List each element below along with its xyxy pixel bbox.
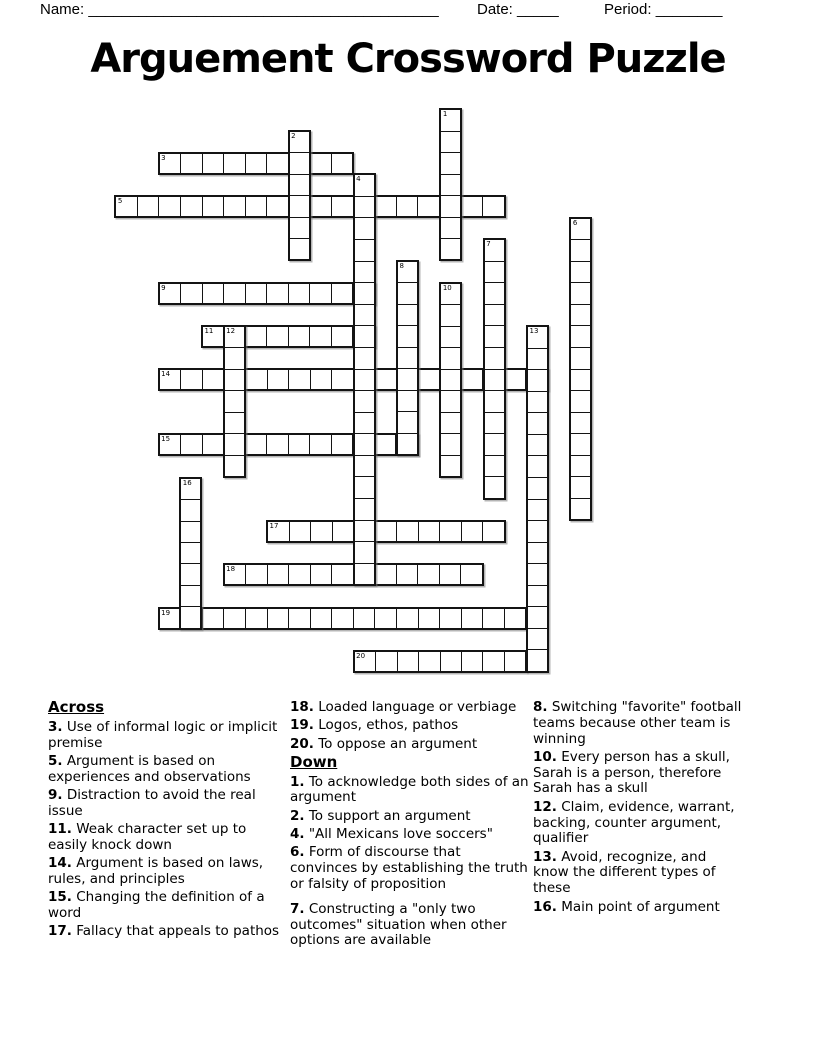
crossword-cell[interactable] — [571, 370, 590, 392]
crossword-cell[interactable] — [160, 154, 181, 173]
crossword-cell[interactable] — [375, 435, 397, 454]
clue-18: 18. Loaded language or verbiage — [290, 699, 517, 715]
crossword-cell[interactable] — [332, 370, 354, 389]
crossword-cell[interactable] — [485, 326, 504, 348]
crossword-cell[interactable] — [289, 565, 311, 584]
word-3-across — [158, 152, 354, 175]
crossword-cell[interactable] — [418, 197, 440, 216]
crossword-cell[interactable] — [160, 284, 182, 303]
crossword-cell[interactable] — [181, 564, 200, 585]
crossword-cell[interactable] — [246, 284, 268, 303]
crossword-cell[interactable] — [462, 197, 484, 216]
crossword-cell[interactable] — [224, 197, 246, 216]
crossword-cell[interactable] — [355, 262, 374, 284]
crossword-cell[interactable] — [159, 197, 181, 216]
crossword-cell[interactable] — [289, 370, 311, 389]
crossword-cell[interactable] — [398, 305, 417, 326]
word-12-down — [223, 325, 246, 478]
cell-number: 7 — [486, 240, 491, 249]
crossword-cell[interactable] — [355, 413, 374, 435]
crossword-cell[interactable] — [267, 284, 289, 303]
clue-13: 13. Avoid, recognize, and know the different types of these — [533, 848, 716, 897]
crossword-cell[interactable] — [418, 565, 440, 584]
crossword-cell[interactable] — [462, 609, 484, 628]
crossword-cell[interactable] — [483, 522, 504, 541]
crossword-cell[interactable] — [441, 284, 460, 305]
crossword-cell[interactable] — [332, 327, 353, 346]
crossword-cell[interactable] — [355, 542, 374, 564]
crossword-cell[interactable] — [203, 327, 224, 346]
clue-15: 15. Changing the definition of a word — [48, 889, 265, 922]
crossword-cell[interactable] — [571, 499, 590, 520]
crossword-cell[interactable] — [181, 479, 200, 500]
crossword-cell[interactable] — [376, 522, 398, 541]
crossword-cell[interactable] — [483, 609, 505, 628]
cell-number: 1 — [442, 110, 448, 119]
crossword-cell[interactable] — [246, 327, 267, 346]
crossword-cell[interactable] — [311, 370, 333, 389]
crossword-cell[interactable] — [528, 607, 547, 629]
crossword-cell[interactable] — [397, 565, 419, 584]
crossword-cell[interactable] — [311, 197, 333, 216]
crossword-cell[interactable] — [203, 370, 225, 389]
word-1-down — [439, 108, 462, 261]
crossword-cell[interactable] — [398, 348, 417, 369]
crossword-cell[interactable] — [528, 435, 547, 457]
crossword-cell[interactable] — [289, 435, 311, 454]
crossword-cell[interactable] — [333, 522, 355, 541]
crossword-cell[interactable] — [441, 132, 460, 153]
crossword-cell[interactable] — [355, 218, 374, 240]
date-label: Date: — [477, 1, 513, 18]
crossword-cell[interactable] — [528, 629, 547, 651]
crossword-cell[interactable] — [181, 284, 203, 303]
clue-list-header-across: Across — [48, 698, 105, 716]
crossword-cell[interactable] — [528, 327, 547, 349]
crossword-cell[interactable] — [398, 369, 417, 390]
crossword-cell[interactable] — [355, 326, 374, 348]
word-17-across — [266, 520, 506, 543]
crossword-cell[interactable] — [528, 370, 547, 392]
crossword-cell[interactable] — [375, 197, 397, 216]
crossword-cell[interactable] — [181, 370, 203, 389]
crossword-cell[interactable] — [461, 565, 482, 584]
crossword-cell[interactable] — [485, 262, 504, 284]
crossword-cell[interactable] — [267, 197, 289, 216]
crossword-cell[interactable] — [462, 652, 483, 671]
crossword-cell[interactable] — [203, 284, 225, 303]
period-blank-line[interactable]: ________ — [655, 1, 723, 18]
crossword-cell[interactable] — [528, 521, 547, 543]
crossword-cell[interactable] — [225, 327, 244, 348]
crossword-cell[interactable] — [571, 262, 590, 284]
crossword-cell[interactable] — [203, 609, 225, 628]
crossword-cell[interactable] — [268, 370, 290, 389]
crossword-cell[interactable] — [310, 154, 331, 173]
crossword-cell[interactable] — [355, 434, 374, 456]
crossword-cell[interactable] — [375, 609, 397, 628]
crossword-cell[interactable] — [181, 500, 200, 521]
crossword-cell[interactable] — [571, 456, 590, 478]
crossword-cell[interactable] — [440, 609, 462, 628]
word-20-across — [353, 650, 528, 673]
crossword-cell[interactable] — [290, 239, 309, 259]
crossword-cell[interactable] — [181, 435, 203, 454]
page-title: Arguement Crossword Puzzle — [90, 36, 726, 82]
clue-6: 6. Form of discourse that convinces by establishing the truth or falsity of proposition — [290, 844, 528, 892]
crossword-cell[interactable] — [138, 197, 160, 216]
crossword-cell[interactable] — [311, 609, 333, 628]
clue-14: 14. Argument is based on laws, rules, and principles — [48, 855, 264, 887]
crossword-cell[interactable] — [332, 565, 354, 584]
cell-number: 4 — [356, 175, 361, 184]
crossword-cell[interactable] — [225, 565, 247, 584]
crossword-cell[interactable] — [397, 522, 419, 541]
clue-16: 16. Main point of argument — [533, 898, 720, 915]
crossword-cell[interactable] — [441, 239, 460, 259]
crossword-cell[interactable] — [528, 543, 547, 565]
clue-7: 7. Constructing a "only two outcomes" situation when other options are available — [290, 900, 507, 949]
crossword-cell[interactable] — [528, 500, 547, 522]
crossword-cell[interactable] — [441, 175, 460, 196]
crossword-cell[interactable] — [310, 435, 332, 454]
cell-number: 14 — [161, 370, 171, 379]
crossword-cell[interactable] — [485, 456, 504, 478]
cell-number: 5 — [117, 196, 123, 205]
crossword-cell[interactable] — [203, 154, 224, 173]
clue-8: 8. Switching "favorite" football teams because other team is winning — [533, 699, 742, 747]
crossword-cell[interactable] — [332, 284, 354, 303]
crossword-cell[interactable] — [505, 652, 525, 671]
crossword-cell[interactable] — [419, 522, 441, 541]
crossword-cell[interactable] — [310, 284, 332, 303]
crossword-cell[interactable] — [398, 262, 417, 283]
clue-1: 1. To acknowledge both sides of an argument — [290, 773, 529, 806]
crossword-cell[interactable] — [571, 413, 590, 435]
crossword-cell[interactable] — [571, 305, 590, 327]
crossword-cell[interactable] — [441, 370, 460, 391]
word-19-across — [158, 607, 528, 630]
crossword-cell[interactable] — [225, 456, 244, 476]
crossword-cell[interactable] — [267, 154, 288, 173]
clue-10: 10. Every person has a skull, Sarah is a person, therefore Sarah has a skull — [533, 748, 730, 797]
crossword-cell[interactable] — [225, 391, 244, 412]
crossword-cell[interactable] — [485, 370, 504, 392]
crossword-cell[interactable] — [398, 326, 417, 347]
cell-number: 9 — [161, 283, 166, 292]
crossword-cell[interactable] — [571, 348, 590, 370]
crossword-cell[interactable] — [225, 434, 244, 455]
crossword-cell[interactable] — [528, 564, 547, 586]
word-8-down — [396, 260, 419, 456]
crossword-cell[interactable] — [290, 196, 309, 217]
crossword-cell[interactable] — [441, 391, 460, 412]
crossword-cell[interactable] — [398, 652, 419, 671]
crossword-cell[interactable] — [332, 435, 354, 454]
crossword-cell[interactable] — [290, 218, 309, 239]
crossword-cell[interactable] — [355, 564, 374, 585]
crossword-cell[interactable] — [485, 434, 504, 456]
crossword-cell[interactable] — [398, 412, 417, 433]
crossword-cell[interactable] — [246, 154, 267, 173]
crossword-cell[interactable] — [441, 110, 460, 131]
crossword-cell[interactable] — [485, 477, 504, 498]
crossword-cell[interactable] — [485, 240, 504, 262]
crossword-cell[interactable] — [181, 543, 200, 564]
crossword-cell[interactable] — [268, 565, 290, 584]
period-field — [604, 1, 722, 18]
cell-number: 17 — [269, 522, 279, 531]
name-label: Name: — [40, 1, 85, 18]
crossword-cell[interactable] — [528, 650, 547, 671]
crossword-cell[interactable] — [225, 348, 244, 369]
crossword-cell[interactable] — [289, 609, 311, 628]
crossword-cell[interactable] — [290, 175, 309, 196]
crossword-cell[interactable] — [246, 435, 268, 454]
cell-number: 15 — [161, 435, 171, 444]
crossword-cell[interactable] — [528, 586, 547, 608]
crossword-cell[interactable] — [528, 456, 547, 478]
crossword-cell[interactable] — [441, 434, 460, 455]
cell-number: 11 — [204, 327, 214, 335]
cell-number: 6 — [572, 218, 578, 227]
date-field — [477, 1, 559, 18]
crossword-cell[interactable] — [355, 456, 374, 478]
crossword-cell[interactable] — [355, 175, 374, 197]
crossword-cell[interactable] — [571, 391, 590, 413]
crossword-cell[interactable] — [375, 370, 397, 389]
crossword-cell[interactable] — [246, 565, 268, 584]
name-field — [40, 1, 439, 18]
crossword-cell[interactable] — [289, 284, 311, 303]
crossword-cell[interactable] — [310, 327, 331, 346]
crossword-cell[interactable] — [181, 586, 200, 607]
clue-2: 2. To support an argument — [290, 807, 471, 824]
crossword-cell[interactable] — [311, 522, 333, 541]
clue-3: 3. Use of informal logic or implicit premise — [48, 718, 278, 751]
crossword-cell[interactable] — [355, 521, 374, 543]
word-13-down — [526, 325, 549, 673]
crossword-cell[interactable] — [571, 283, 590, 305]
crossword-cell[interactable] — [528, 478, 547, 500]
crossword-cell[interactable] — [397, 197, 419, 216]
cell-number: 18 — [226, 565, 236, 574]
crossword-cell[interactable] — [355, 348, 374, 370]
word-16-down — [179, 477, 202, 630]
cell-number: 10 — [442, 283, 452, 292]
crossword-cell[interactable] — [181, 154, 202, 173]
crossword-cell[interactable] — [160, 435, 182, 454]
clue-19: 19. Logos, ethos, pathos — [290, 717, 459, 734]
cell-number: 3 — [161, 153, 166, 162]
crossword-cell[interactable] — [419, 370, 441, 389]
crossword-cell[interactable] — [267, 435, 289, 454]
crossword-cell[interactable] — [181, 522, 200, 543]
crossword-cell[interactable] — [290, 132, 309, 153]
crossword-cell[interactable] — [398, 283, 417, 304]
clue-11: 11. Weak character set up to easily knock down — [48, 821, 247, 853]
crossword-cell[interactable] — [224, 609, 246, 628]
crossword-cell[interactable] — [485, 391, 504, 413]
crossword-cell[interactable] — [355, 240, 374, 262]
crossword-cell[interactable] — [441, 456, 460, 476]
clue-column-2 — [290, 700, 530, 952]
crossword-cell[interactable] — [571, 326, 590, 348]
crossword-cell[interactable] — [246, 370, 268, 389]
crossword-cell[interactable] — [462, 522, 484, 541]
crossword-cell[interactable] — [116, 197, 138, 216]
crossword-cell[interactable] — [571, 477, 590, 499]
crossword-cell[interactable] — [355, 197, 374, 219]
crossword-cell[interactable] — [225, 370, 244, 391]
crossword-cell[interactable] — [419, 609, 441, 628]
crossword-cell[interactable] — [224, 154, 245, 173]
crossword-cell[interactable] — [571, 240, 590, 262]
clue-4: 4. "All Mexicans love soccers" — [290, 826, 493, 843]
word-7-down — [483, 238, 506, 499]
crossword-cell[interactable] — [571, 434, 590, 456]
clue-5: 5. Argument is based on experiences and observations — [48, 752, 251, 785]
clue-17: 17. Fallacy that appeals to pathos — [48, 923, 280, 940]
word-6-down — [569, 217, 592, 522]
crossword-cell[interactable] — [483, 652, 504, 671]
crossword-cell[interactable] — [398, 434, 417, 454]
crossword-cell[interactable] — [485, 348, 504, 370]
crossword-cell[interactable] — [355, 305, 374, 327]
crossword-cell[interactable] — [441, 327, 460, 348]
crossword-cell[interactable] — [355, 370, 374, 392]
crossword-cell[interactable] — [485, 283, 504, 305]
crossword-cell[interactable] — [441, 218, 460, 239]
name-blank-line[interactable]: __________________________________________ — [88, 1, 439, 18]
crossword-cell[interactable] — [290, 522, 312, 541]
crossword-cell[interactable] — [462, 370, 484, 389]
date-blank-line[interactable]: _____ — [517, 1, 559, 18]
crossword-cell[interactable] — [290, 153, 309, 174]
crossword-cell[interactable] — [505, 609, 526, 628]
cell-number: 16 — [182, 478, 192, 487]
crossword-cell[interactable] — [441, 413, 460, 434]
crossword-cell[interactable] — [441, 348, 460, 369]
crossword-cell[interactable] — [441, 153, 460, 174]
crossword-cell[interactable] — [268, 522, 290, 541]
cell-number: 12 — [226, 327, 236, 335]
crossword-cell[interactable] — [528, 392, 547, 414]
cell-number: 13 — [529, 327, 539, 335]
crossword-cell[interactable] — [485, 305, 504, 327]
crossword-cell[interactable] — [571, 219, 590, 241]
crossword-cell[interactable] — [203, 435, 225, 454]
word-4-down — [353, 173, 376, 586]
crossword-cell[interactable] — [419, 652, 440, 671]
crossword-cell[interactable] — [441, 305, 460, 326]
crossword-cell[interactable] — [528, 413, 547, 435]
clue-12: 12. Claim, evidence, warrant, backing, counter argument, qualifier — [533, 798, 735, 847]
crossword-cell[interactable] — [225, 413, 244, 434]
crossword-cell[interactable] — [268, 609, 290, 628]
word-9-across — [158, 282, 376, 305]
crossword-cell[interactable] — [440, 522, 462, 541]
crossword-cell[interactable] — [160, 609, 182, 628]
clue-column-3 — [533, 700, 745, 918]
crossword-cell[interactable] — [246, 609, 268, 628]
crossword-cell[interactable] — [528, 349, 547, 371]
crossword-cell[interactable] — [267, 327, 288, 346]
crossword-cell[interactable] — [441, 196, 460, 217]
word-10-down — [439, 282, 462, 478]
crossword-cell[interactable] — [355, 391, 374, 413]
crossword-cell[interactable] — [203, 197, 225, 216]
cell-number: 20 — [356, 652, 366, 661]
crossword-cell[interactable] — [181, 197, 203, 216]
crossword-cell[interactable] — [332, 154, 352, 173]
crossword-cell[interactable] — [355, 499, 374, 521]
word-15-across — [158, 433, 419, 456]
clue-list-header-down: Down — [290, 752, 338, 771]
crossword-cell[interactable] — [355, 477, 374, 499]
crossword-grid — [115, 109, 593, 675]
period-label: Period: — [604, 1, 652, 18]
crossword-cell[interactable] — [311, 565, 333, 584]
crossword-cell[interactable] — [440, 565, 462, 584]
clue-20: 20. To oppose an argument — [290, 735, 478, 752]
crossword-cell[interactable] — [505, 370, 527, 389]
clue-9: 9. Distraction to avoid the real issue — [48, 786, 256, 819]
crossword-cell[interactable] — [376, 652, 397, 671]
cell-number: 8 — [399, 261, 404, 270]
crossword-cell[interactable] — [398, 391, 417, 412]
crossword-cell[interactable] — [224, 284, 246, 303]
crossword-cell[interactable] — [483, 197, 504, 216]
cell-number: 2 — [291, 131, 296, 140]
cell-number: 19 — [161, 608, 171, 617]
crossword-cell[interactable] — [397, 609, 419, 628]
crossword-cell[interactable] — [354, 609, 376, 628]
crossword-cell[interactable] — [485, 413, 504, 435]
crossword-cell[interactable] — [160, 370, 182, 389]
crossword-cell[interactable] — [246, 197, 268, 216]
crossword-cell[interactable] — [355, 283, 374, 305]
crossword-cell[interactable] — [355, 652, 376, 671]
crossword-cell[interactable] — [375, 565, 397, 584]
crossword-cell[interactable] — [289, 327, 310, 346]
clue-column-1 — [48, 700, 281, 943]
crossword-cell[interactable] — [441, 652, 462, 671]
crossword-cell[interactable] — [332, 609, 354, 628]
word-2-down — [288, 130, 311, 261]
crossword-cell[interactable] — [181, 607, 200, 627]
crossword-cell[interactable] — [332, 197, 354, 216]
